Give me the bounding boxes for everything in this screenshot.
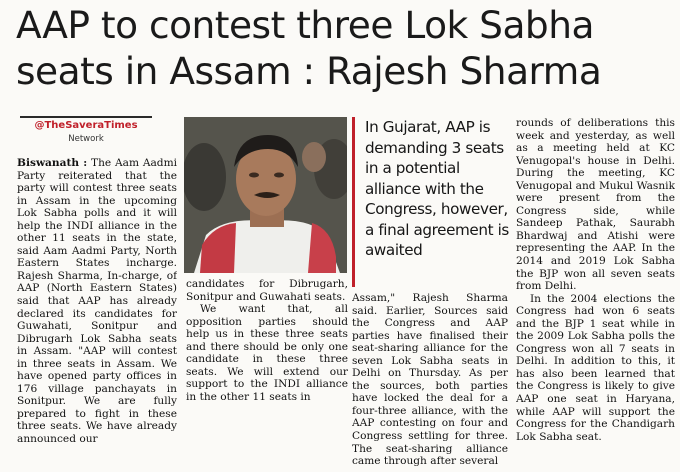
article-text-col4-p2: In the 2004 elections the Congress had won 6 seats and the BJP 1 seat while in the 2009 Lok Sabha polls the Congress won all 7 seats in Delhi. In addition to this, it has also been learned that the Congress is likely to give AAP one seat in Haryana, while AAP will support the Congress for the Chandigarh Lok Sabha seat. bbox=[516, 292, 675, 443]
article-column-4 bbox=[516, 117, 675, 472]
article-text-col1: The Aam Aadmi Party reiterated that the party will contest three seats in Assam in the upcoming Lok Sabha polls and it will help the INDI alliance in the other 11 seats in the state, said Aam Aadmi Party, North Eastern States incharge. Rajesh Sharma, In-charge, of AAP (North Eastern States) said that AAP has already declared its candidates for Guwahati, Sonitpur and Dibrugarh Lok Sabha seats in Assam. "AAP will contest in three seats in Assam. We have opened party offices in 176 village panchayats in Sonitpur. We are fully prepared to fight in these three seats. We have already announced our bbox=[17, 157, 177, 446]
headline: AAP to contest three Lok Sabha seats in Assam : Rajesh Sharma bbox=[16, 3, 602, 93]
byline-brand: @TheSaveraTimes bbox=[34, 120, 138, 131]
article-column-3 bbox=[352, 292, 508, 472]
byline-rule bbox=[20, 116, 152, 118]
byline-section: Network bbox=[68, 134, 104, 144]
article-text-col2-p1: candidates for Dibrugarh, Sonitpur and Guwahati seats. bbox=[186, 278, 348, 303]
article-text-col2-p2: We want that, all opposition parties should help us in these three seats and there should be only one candidate in these three seats. We will extend our support to the INDI alliance in the other 11 seats in bbox=[186, 303, 348, 403]
article-text-col3: Assam," Rajesh Sharma said. Earlier, Sources said the Congress and AAP parties have finalised their seat-sharing alliance for the seven Lok Sabha seats in Delhi on Thursday. As per the sources, both parties have locked the deal for a four-three alliance, with the AAP contesting on four and Congress settling for three. The seat-sharing alliance came through after several bbox=[352, 292, 508, 468]
dateline: Biswanath : bbox=[17, 157, 88, 169]
article-column-1 bbox=[17, 157, 177, 472]
politician-photo-icon bbox=[184, 117, 347, 273]
news-photo bbox=[184, 117, 347, 273]
article-text-col4-p1: rounds of deliberations this week and yesterday, as well as a meeting held at KC Venugopal's house in Delhi. During the meeting, KC Venugopal and Mukul Wasnik were present from the Congress side, while Sandeep Pathak, Saurabh Bhardwaj and Atishi were representing the AAP. In the 2014 and 2019 Lok Sabha the BJP won all seven seats from Delhi. bbox=[516, 117, 675, 293]
byline bbox=[20, 116, 152, 144]
pull-quote-text: In Gujarat, AAP is demanding 3 seats in a potential alliance with the Congress, however, a final agreement is awaited bbox=[365, 118, 509, 259]
article-column-2 bbox=[186, 278, 348, 472]
pull-quote bbox=[352, 117, 513, 287]
